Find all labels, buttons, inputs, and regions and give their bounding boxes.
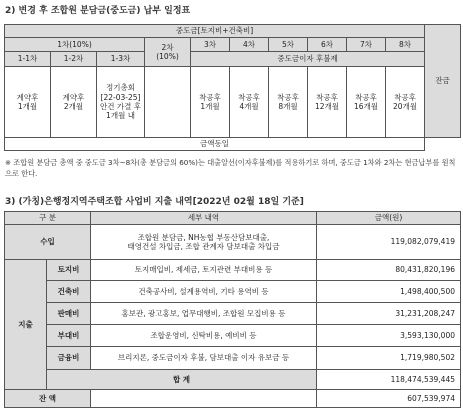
expense-row-label: 건축비 (47, 281, 91, 303)
cell-8cha: 착공후 20개월 (386, 67, 425, 138)
expense-row-detail: 조합운영비, 신탁비용, 예비비 등 (91, 325, 317, 347)
expense-row-amount: 1,719,980,502 (317, 347, 461, 370)
expense-row-detail: 홍보관, 광고홍보, 업무대행비, 조합원 모집비용 등 (91, 303, 317, 325)
header-remaining: 잔금 (425, 25, 461, 138)
footer-same-amount: 금액동일 (5, 138, 425, 151)
section-2-title: 2) 변경 후 조합원 분담금(중도금) 납부 일정표 (5, 6, 191, 16)
header-8cha: 8차 (386, 38, 425, 52)
expense-row-amount: 80,431,820,196 (317, 260, 461, 281)
header-7cha: 7차 (347, 38, 386, 52)
cell-4cha: 착공후 4개월 (230, 67, 269, 138)
expense-row-label: 금융비 (47, 347, 91, 370)
balance-detail (91, 390, 317, 408)
section-3-title: 3) (가칭)은행정지역주택조합 사업비 지출 내역[2022년 02월 18일 기준] (5, 197, 304, 207)
expense-row-amount: 31,231,208,247 (317, 303, 461, 325)
expense-row-detail: 토지매입비, 제세금, 토지관련 부대비용 등 (91, 260, 317, 281)
cell-2cha (145, 67, 191, 138)
income-amount: 119,082,079,419 (317, 225, 461, 260)
cell-1-2cha: 계약후 2개월 (51, 67, 97, 138)
income-label: 수입 (5, 225, 91, 260)
expense-row-label: 판매비 (47, 303, 91, 325)
header-detail: 세부 내역 (91, 212, 317, 225)
income-detail: 조합원 분담금, NH농협 부동산담보대출, 태영건설 차입금, 조합 관계자 담보대출 차입금 (91, 225, 317, 260)
payment-schedule-table (4, 24, 461, 151)
header-category: 구 분 (5, 212, 91, 225)
header-1-3cha: 1-3차 (97, 52, 145, 67)
header-jungdogeum: 중도금[토지비+건축비] (5, 25, 425, 38)
expense-table (4, 211, 461, 408)
cell-5cha: 착공후 8개월 (269, 67, 308, 138)
header-amount: 금액(원) (317, 212, 461, 225)
header-6cha: 6차 (308, 38, 347, 52)
total-label: 합 계 (47, 370, 317, 390)
header-3cha: 3차 (191, 38, 230, 52)
balance-amount: 607,539,974 (317, 390, 461, 408)
header-5cha: 5차 (269, 38, 308, 52)
expense-row-detail: 건축공사비, 설계용역비, 기타 용역비 등 (91, 281, 317, 303)
cell-6cha: 착공후 12개월 (308, 67, 347, 138)
cell-3cha: 착공후 1개월 (191, 67, 230, 138)
section-2-note: ※ 조합원 분담금 총액 중 중도금 3차~8차(총 분담금의 60%)는 대출알선(이자후불제)를 적용하기로 하며, 중도금 1차와 2차는 현금납부를 원칙으로 한다. (5, 158, 456, 179)
header-2cha: 2차 (10%) (145, 38, 191, 67)
cell-1-1cha: 계약후 1개월 (5, 67, 51, 138)
header-interest-deferred: 중도금이자 후불제 (191, 52, 425, 67)
header-1cha: 1차(10%) (5, 38, 145, 52)
total-amount: 118,474,539,445 (317, 370, 461, 390)
expense-row-amount: 3,593,130,000 (317, 325, 461, 347)
cell-1-3cha: 정기총회 [22-03-25] 안건 가결 후 1개월 내 (97, 67, 145, 138)
expense-row-label: 부대비 (47, 325, 91, 347)
header-1-1cha: 1-1차 (5, 52, 51, 67)
cell-7cha: 착공후 16개월 (347, 67, 386, 138)
header-1-2cha: 1-2차 (51, 52, 97, 67)
header-4cha: 4차 (230, 38, 269, 52)
balance-label: 잔 액 (5, 390, 91, 408)
expense-row-label: 토지비 (47, 260, 91, 281)
expense-label: 지출 (5, 260, 47, 390)
expense-row-amount: 1,498,400,500 (317, 281, 461, 303)
expense-row-detail: 브리지론, 중도금이자 후불, 담보대출 이자 유보금 등 (91, 347, 317, 370)
